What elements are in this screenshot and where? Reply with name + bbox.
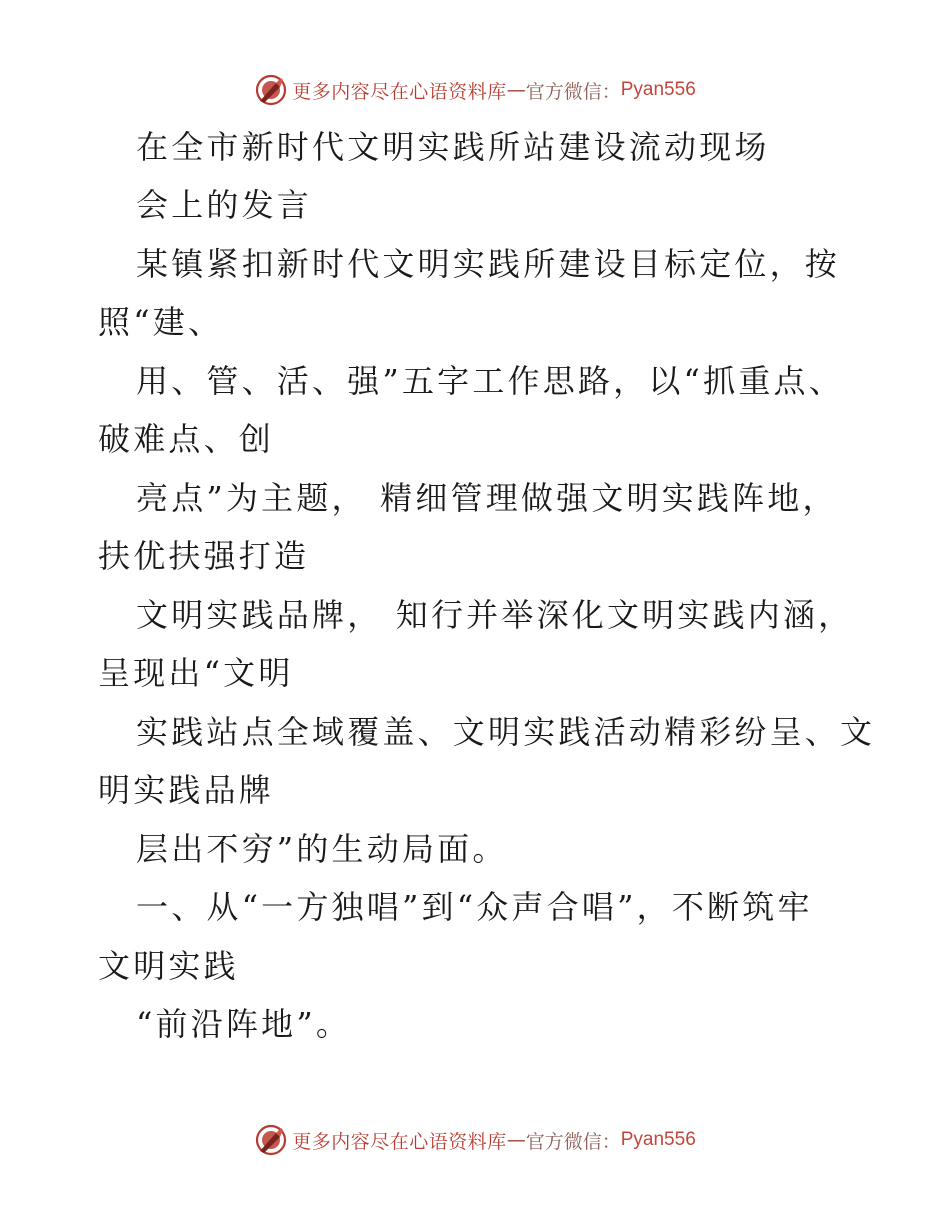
paragraph-line: 破难点、创 [98, 420, 275, 458]
paragraph-line: 扶优扶强打造 [98, 537, 310, 575]
paragraph-line: 呈现出“文明 [98, 654, 294, 692]
watermark-wechat-id: Pyan556 [620, 1129, 696, 1150]
paragraph-line: 实践站点全域覆盖、文明实践活动精彩纷呈、文 [136, 713, 876, 751]
pen-logo-icon [254, 73, 288, 107]
watermark-wechat-id: Pyan556 [620, 79, 696, 100]
section-heading-line-3: “前沿阵地”。 [136, 1005, 352, 1043]
watermark-wechat-label: 官方微信： [525, 80, 621, 103]
paragraph-line: 文明实践品牌， 知行并举深化文明实践内涵， [136, 596, 854, 634]
watermark-dash: — [506, 79, 526, 101]
section-heading-line-1: 一、从“一方独唱”到“众声合唱”，不断筑牢 [136, 888, 813, 926]
section-heading-line-2: 文明实践 [98, 947, 239, 985]
paragraph-line: 照“建、 [98, 303, 224, 341]
paragraph-line: 某镇紧扣新时代文明实践所建设目标定位，按 [136, 245, 841, 283]
title-line-1: 在全市新时代文明实践所站建设流动现场 [136, 128, 770, 166]
paragraph-line: 层出不穷”的生动局面。 [136, 830, 508, 868]
footer-watermark [0, 1120, 950, 1160]
pen-logo-icon [254, 1123, 288, 1157]
paragraph-line: 明实践品牌 [98, 771, 275, 809]
watermark-brand-text: 更多内容尽在心语资料库 [292, 80, 507, 103]
paragraph-line: 亮点”为主题， 精细管理做强文明实践阵地， [136, 479, 838, 517]
title-line-2: 会上的发言 [136, 186, 313, 224]
watermark-wechat-label: 官方微信： [525, 1130, 621, 1153]
header-watermark [0, 70, 950, 110]
watermark-dash: — [506, 1129, 526, 1151]
paragraph-line: 用、管、活、强”五字工作思路，以“抓重点、 [136, 362, 844, 400]
watermark-brand-text: 更多内容尽在心语资料库 [292, 1130, 507, 1153]
